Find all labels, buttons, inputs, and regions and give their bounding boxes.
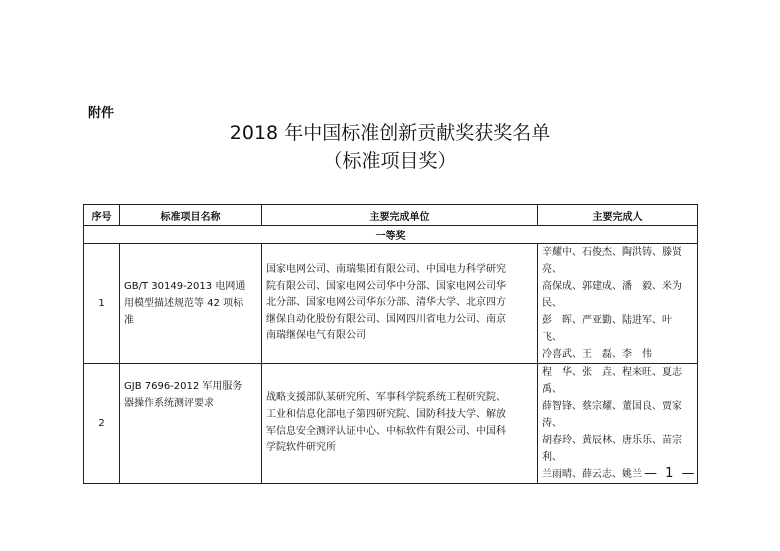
person-line: 辛耀中、石俊杰、陶洪铸、滕贤亮、: [542, 247, 682, 275]
persons-cell: [538, 244, 698, 364]
attachment-label: 附件: [88, 106, 115, 121]
unit-line: 战略支援部队某研究所、军事科学院系统工程研究院、: [266, 392, 506, 404]
header-project-name: 标准项目名称: [120, 205, 262, 226]
unit-line: 军信息安全测评认证中心、中标软件有限公司、中国科: [266, 425, 506, 437]
unit-line: 南瑞继保电气有限公司: [266, 330, 366, 342]
row-number: 1: [84, 244, 120, 364]
person-line: 程 华、张 垚、程来旺、夏志禹、: [542, 367, 682, 395]
person-line: 胡春玲、黄辰林、唐乐乐、苗宗利、: [542, 435, 682, 463]
unit-line: 院有限公司、国家电网公司华中分部、国家电网公司华: [266, 280, 506, 292]
table-row: [84, 244, 698, 364]
person-line: 薛智锋、蔡宗耀、董国良、贾家涛、: [542, 401, 682, 429]
project-name-line: GB/T 30149-2013 电网通: [124, 281, 246, 292]
unit-line: 国家电网公司、南瑞集团有限公司、中国电力科学研究: [266, 264, 506, 276]
units-cell: [262, 244, 538, 364]
unit-line: 继保自动化股份有限公司、国网四川省电力公司、南京: [266, 313, 506, 325]
section-label: 一等奖: [84, 226, 698, 244]
person-line: 冷喜武、王 磊、李 伟: [542, 349, 652, 360]
table-header-row: [84, 205, 698, 226]
unit-line: 学院软件研究所: [266, 442, 336, 454]
project-name-cell: [120, 244, 262, 364]
document-title: 2018 年中国标准创新贡献奖获奖名单: [229, 122, 551, 144]
project-name-cell: [120, 364, 262, 484]
unit-line: 工业和信息化部电子第四研究院、国防科技大学、解放: [266, 408, 506, 420]
project-name-line: 准: [124, 315, 134, 326]
header-persons: 主要完成人: [538, 205, 698, 226]
project-name-line: GJB 7696-2012 军用服务: [124, 381, 243, 392]
header-units: 主要完成单位: [262, 205, 538, 226]
unit-line: 北分部、国家电网公司华东分部、清华大学、北京四方: [266, 297, 506, 309]
project-name-line: 器操作系统测评要求: [124, 398, 214, 409]
section-row: [84, 226, 698, 244]
document-subtitle: （标准项目奖）: [323, 150, 457, 172]
project-name-line: 用模型描述规范等 42 项标: [124, 298, 244, 309]
person-line: 高保成、郭建成、潘 毅、米为民、: [542, 281, 682, 309]
units-cell: [262, 364, 538, 484]
person-line: 彭 晖、严亚勤、陆进军、叶 飞、: [542, 315, 682, 343]
person-line: 兰雨晴、薛云志、姚兰: [542, 469, 642, 480]
row-number: 2: [84, 364, 120, 484]
awards-table: [83, 204, 698, 484]
page-number: — 1 —: [644, 466, 697, 481]
table-row: [84, 364, 698, 484]
header-no: 序号: [84, 205, 120, 226]
